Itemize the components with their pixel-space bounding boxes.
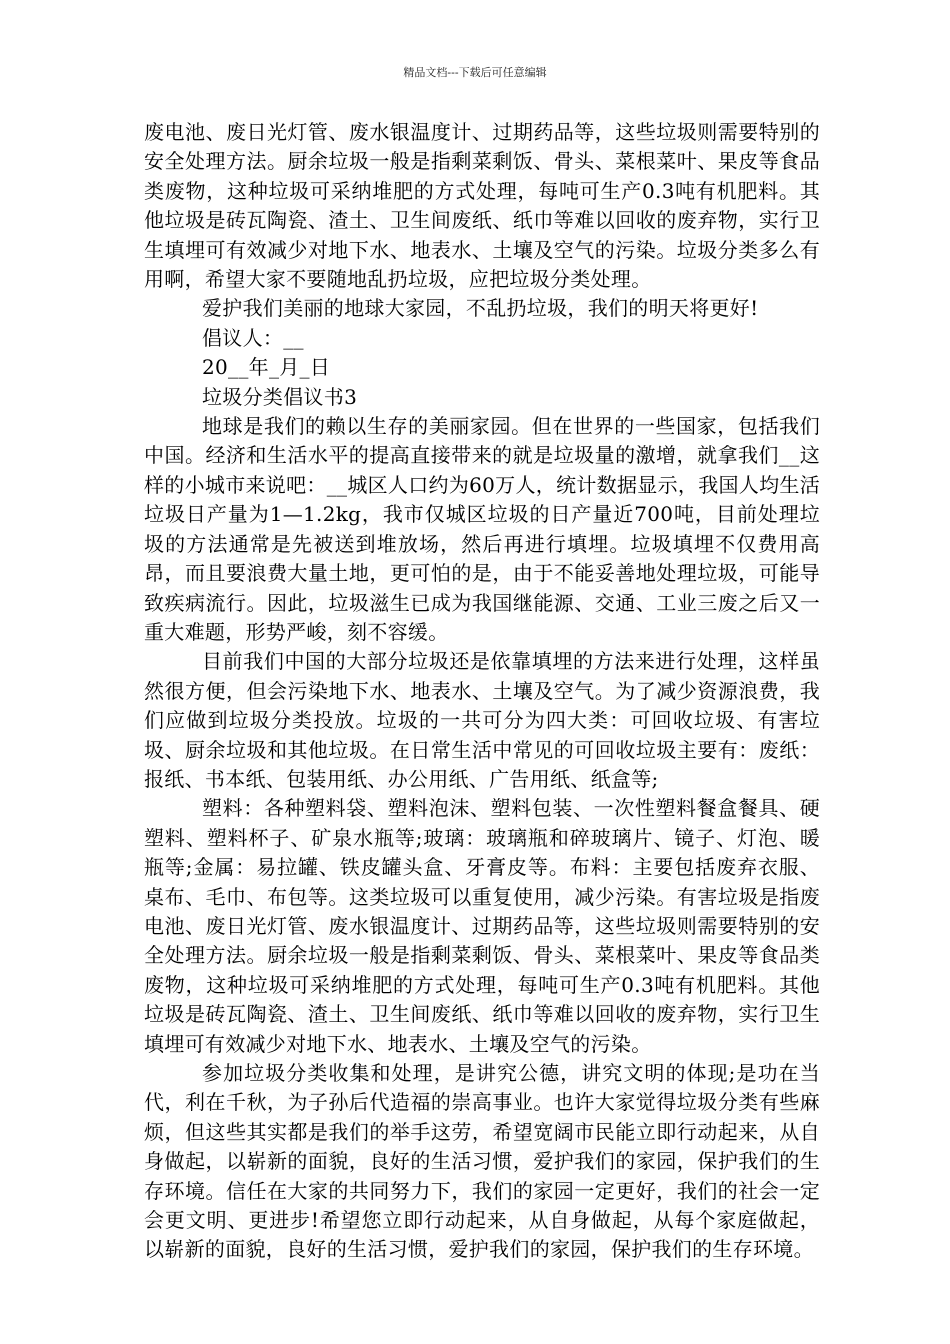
page-header: 精品文档---下载后可任意编辑: [403, 66, 547, 79]
paragraph-closing-slogan: 爱护我们美丽的地球大家园，不乱扔垃圾，我们的明天将更好!: [202, 296, 759, 321]
paragraph-landfill: 目前我们中国的大部分垃圾还是依靠填埋的方法来进行处理，这样虽然很方便，但会污染地下水、地表水、土壤及空气。为了减少资源浪费，我们应做到垃圾分类投放。垃圾的一共可分为四大类：可回收垃圾、有害垃圾、厨余垃圾和其他垃圾。在日常生活中常见的可回收垃圾主要有：废纸：报纸、书本纸、包装用纸、办公用纸、广告用纸、纸盒等;: [144, 649, 820, 791]
section-title: 垃圾分类倡议书3: [202, 384, 358, 409]
signature-date: 20__年_月_日: [202, 355, 331, 380]
document-body: [144, 118, 820, 1265]
signature-proposer: 倡议人：__: [202, 325, 304, 350]
paragraph-waste-types-continued: 废电池、废日光灯管、废水银温度计、过期药品等，这些垃圾则需要特别的安全处理方法。厨余垃圾一般是指剩菜剩饭、骨头、菜根菜叶、果皮等食品类废物，这种垃圾可采纳堆肥的方式处理，每吨可生产0.3吨有机肥料。其他垃圾是砖瓦陶瓷、渣土、卫生间废纸、纸巾等难以回收的废弃物，实行卫生填埋可有效减少对地下水、地表水、土壤及空气的污染。垃圾分类多么有用啊，希望大家不要随地乱扔垃圾，应把垃圾分类处理。: [144, 120, 820, 292]
paragraph-earth-home: 地球是我们的赖以生存的美丽家园。但在世界的一些国家，包括我们中国。经济和生活水平的提高直接带来的就是垃圾量的激增，就拿我们__这样的小城市来说吧：__城区人口约为60万人，统计数据显示，我国人均生活垃圾日产量为1—1.2kg，我市仅城区垃圾的日产量近700吨，目前处理垃圾的方法通常是先被送到堆放场，然后再进行填埋。垃圾填埋不仅费用高昂，而且要浪费大量土地，更可怕的是，由于不能妥善地处理垃圾，可能导致疾病流行。因此，垃圾滋生已成为我国继能源、交通、工业三废之后又一重大难题，形势严峻，刻不容缓。: [144, 414, 820, 644]
paragraph-call-to-action: 参加垃圾分类收集和处理，是讲究公德，讲究文明的体现;是功在当代，利在千秋，为子孙后代造福的崇高事业。也许大家觉得垃圾分类有些麻烦，但这些其实都是我们的举手这劳，希望宽阔市民能立即行动起来，从自身做起，以崭新的面貌，良好的生活习惯，爱护我们的家园，保护我们的生存环境。信任在大家的共同努力下，我们的家园一定更好，我们的社会一定会更文明、更进步!希望您立即行动起来，从自身做起，从每个家庭做起，以崭新的面貌，良好的生活习惯，爱护我们的家园，保护我们的生存环境。: [144, 1061, 820, 1262]
paragraph-recyclables: 塑料：各种塑料袋、塑料泡沫、塑料包装、一次性塑料餐盒餐具、硬塑料、塑料杯子、矿泉水瓶等;玻璃：玻璃瓶和碎玻璃片、镜子、灯泡、暖瓶等;金属：易拉罐、铁皮罐头盒、牙膏皮等。布料：主要包括废弃衣服、桌布、毛巾、布包等。这类垃圾可以重复使用，减少污染。有害垃圾是指废电池、废日光灯管、废水银温度计、过期药品等，这些垃圾则需要特别的安全处理方法。厨余垃圾一般是指剩菜剩饭、骨头、菜根菜叶、果皮等食品类废物，这种垃圾可采纳堆肥的方式处理，每吨可生产0.3吨有机肥料。其他垃圾是砖瓦陶瓷、渣土、卫生间废纸、纸巾等难以回收的废弃物，实行卫生填埋可有效减少对地下水、地表水、土壤及空气的污染。: [144, 796, 820, 1056]
